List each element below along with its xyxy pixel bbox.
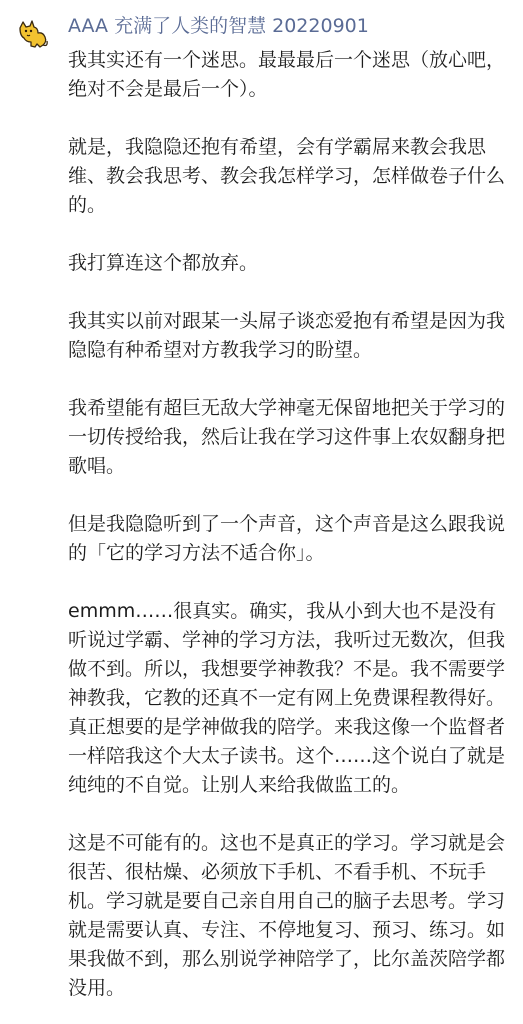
post-body xyxy=(68,46,512,1003)
post-paragraph: 就是，我隐隐还抱有希望，会有学霸屌来教会我思维、教会我思考、教会我怎样学习，怎样做卷子什么的。 xyxy=(68,136,506,216)
post-paragraph: 我打算连这个都放弃。 xyxy=(68,252,259,274)
post-paragraph: 我希望能有超巨无敌大学神毫无保留地把关于学习的一切传授给我，然后让我在学习这件事上农奴翻身把歌唱。 xyxy=(68,397,506,477)
cat-icon xyxy=(16,20,50,50)
author-name[interactable]: AAA 充满了人类的智慧 20220901 xyxy=(68,15,369,37)
avatar[interactable] xyxy=(16,20,50,50)
post-paragraph: 我其实以前对跟某一头屌子谈恋爱抱有希望是因为我隐隐有种希望对方教我学习的盼望。 xyxy=(68,310,506,361)
post-paragraph: 这是不可能有的。这也不是真正的学习。学习就是会很苦、很枯燥、必须放下手机、不看手机、不玩手机。学习就是要自己亲自用自己的脑子去思考。学习就是需要认真、专注、不停地复习、预习、练习。如果我做不到，那么别说学神陪学了，比尔盖茨陪学都没用。 xyxy=(68,832,506,999)
post-paragraph: emmm……很真实。确实，我从小到大也不是没有听说过学霸、学神的学习方法，我听过无数次，但我做不到。所以，我想要学神教我？不是。我不需要学神教我，它教的还真不一定有网上免费课程教得好。真正想要的是学神做我的陪学。来我这像一个监督者一样陪我这个大太子读书。这个……这个说白了就是纯纯的不自觉。让别人来给我做监工的。 xyxy=(68,600,506,796)
post-paragraph: 我其实还有一个迷思。最最最后一个迷思（放心吧，绝对不会是最后一个）。 xyxy=(68,49,506,100)
post-paragraph: 但是我隐隐听到了一个声音，这个声音是这么跟我说的「它的学习方法不适合你」。 xyxy=(68,513,506,564)
